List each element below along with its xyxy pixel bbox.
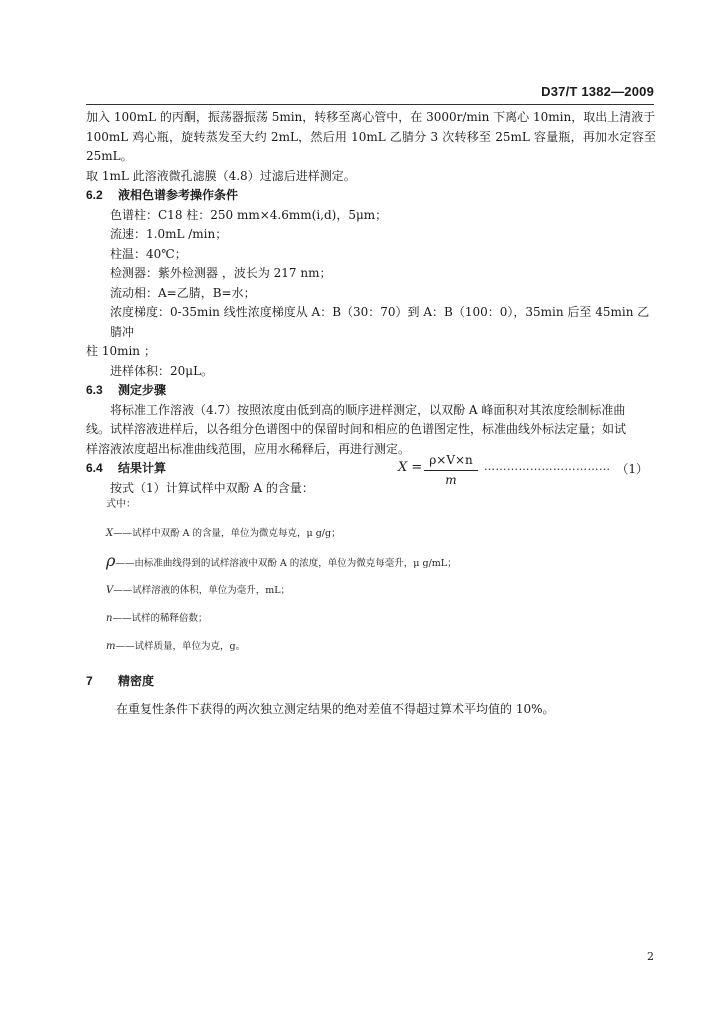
fraction-bar xyxy=(424,470,478,471)
equation-number: （1） xyxy=(616,462,648,476)
formula-lhs: X = xyxy=(398,460,423,475)
definition-symbol: ρ xyxy=(106,551,116,570)
document-code: D37/T 1382—2009 xyxy=(541,84,654,99)
formula-denominator: m xyxy=(445,473,457,487)
section-title: 结果计算 xyxy=(118,461,167,475)
intro-line-2: 100mL 鸡心瓶，旋转蒸发至大约 2mL，然后用 10mL 乙腈分 3 次转移至 25mL 容量瓶，再加水定容至 25mL。 xyxy=(86,129,656,163)
formula-numerator: ρ×V×n xyxy=(429,453,473,467)
definition-x xyxy=(106,525,341,539)
intro-line-3: 取 1mL 此溶液微孔滤膜（4.8）过滤后进样测定。 xyxy=(86,168,356,183)
definition-m xyxy=(106,638,245,652)
where-label: 式中： xyxy=(106,499,136,510)
condition-injection-volume: 进样体积：20μL。 xyxy=(110,363,214,378)
condition-flow-rate: 流速：1.0mL /min； xyxy=(110,227,228,241)
formula-fraction xyxy=(424,452,478,489)
condition-mobile-phase: 流动相：A=乙腈，B=水； xyxy=(110,285,256,300)
section-6-3-heading xyxy=(86,381,656,401)
definition-text: ——试样的稀释倍数； xyxy=(112,613,208,624)
section-title: 液相色谱参考操作条件 xyxy=(118,188,239,202)
section-number: 6.4 xyxy=(86,461,103,475)
definition-n xyxy=(106,610,207,624)
section-number: 6.2 xyxy=(86,188,103,202)
condition-column-temp: 柱温：40℃； xyxy=(110,246,187,261)
condition-gradient: 浓度梯度：0-35min 线性浓度梯度从 A：B（30：70）到 A：B（100：0），35min 后至 45min 乙腈冲 xyxy=(110,305,650,339)
calculation-intro: 按式（1）计算试样中双酚 A 的含量： xyxy=(110,480,314,495)
definition-text: ——试样溶液的体积，单位为毫升，mL； xyxy=(113,585,291,596)
condition-detector: 检测器：紫外检测器 ，波长为 217 nm； xyxy=(110,266,332,280)
definition-text: ——试样中双酚 A 的含量，单位为微克每克，μ g/g； xyxy=(113,528,341,539)
formula-1 xyxy=(86,452,656,492)
document-body xyxy=(86,108,656,498)
section-title: 测定步骤 xyxy=(118,383,167,397)
section-title: 精密度 xyxy=(118,674,155,688)
section-6-2-heading xyxy=(86,186,656,206)
definition-v xyxy=(106,582,290,596)
definition-symbol: X xyxy=(106,528,114,539)
page-number: 2 xyxy=(647,950,654,963)
section-7-heading xyxy=(86,672,154,689)
section-number: 6.3 xyxy=(86,383,103,397)
precision-text: 在重复性条件下获得的两次独立测定结果的绝对差值不得超过算术平均值的 10%。 xyxy=(116,702,555,716)
definition-symbol: n xyxy=(106,613,113,624)
section-number: 7 xyxy=(86,674,93,688)
intro-line-1: 加入 100mL 的丙酮，振荡器振荡 5min，转移至离心管中，在 3000r/min 下离心 10min，取出上清液于 xyxy=(86,110,656,124)
definition-rho xyxy=(106,551,457,570)
definition-text: ——试样质量，单位为克，g。 xyxy=(115,641,246,652)
header-divider xyxy=(86,104,654,105)
formula-leader-dots: …………………………… xyxy=(484,460,611,473)
definition-text: ——由标准曲线得到的试样溶液中双酚 A 的浓度，单位为微克每毫升，μ g/mL； xyxy=(115,558,457,569)
definition-symbol: V xyxy=(106,585,114,596)
procedure-line-2: 线。试样溶液进样后，以各组分色谱图中的保留时间和相应的色谱图定性，标准曲线外标法定量；如试 xyxy=(86,422,627,436)
condition-gradient-cont: 柱 10min ； xyxy=(86,344,156,358)
procedure-line-1: 将标准工作溶液（4.7）按照浓度由低到高的顺序进样测定，以双酚 A 峰面积对其浓度绘制标准曲 xyxy=(110,402,626,417)
condition-column: 色谱柱：C18 柱：250 mm×4.6mm(i,d)，5μm； xyxy=(110,207,388,222)
procedure-line-3: 样溶液浓度超出标准曲线范围，应用水稀释后，再进行测定。 xyxy=(86,441,411,456)
definition-symbol: m xyxy=(106,641,116,652)
